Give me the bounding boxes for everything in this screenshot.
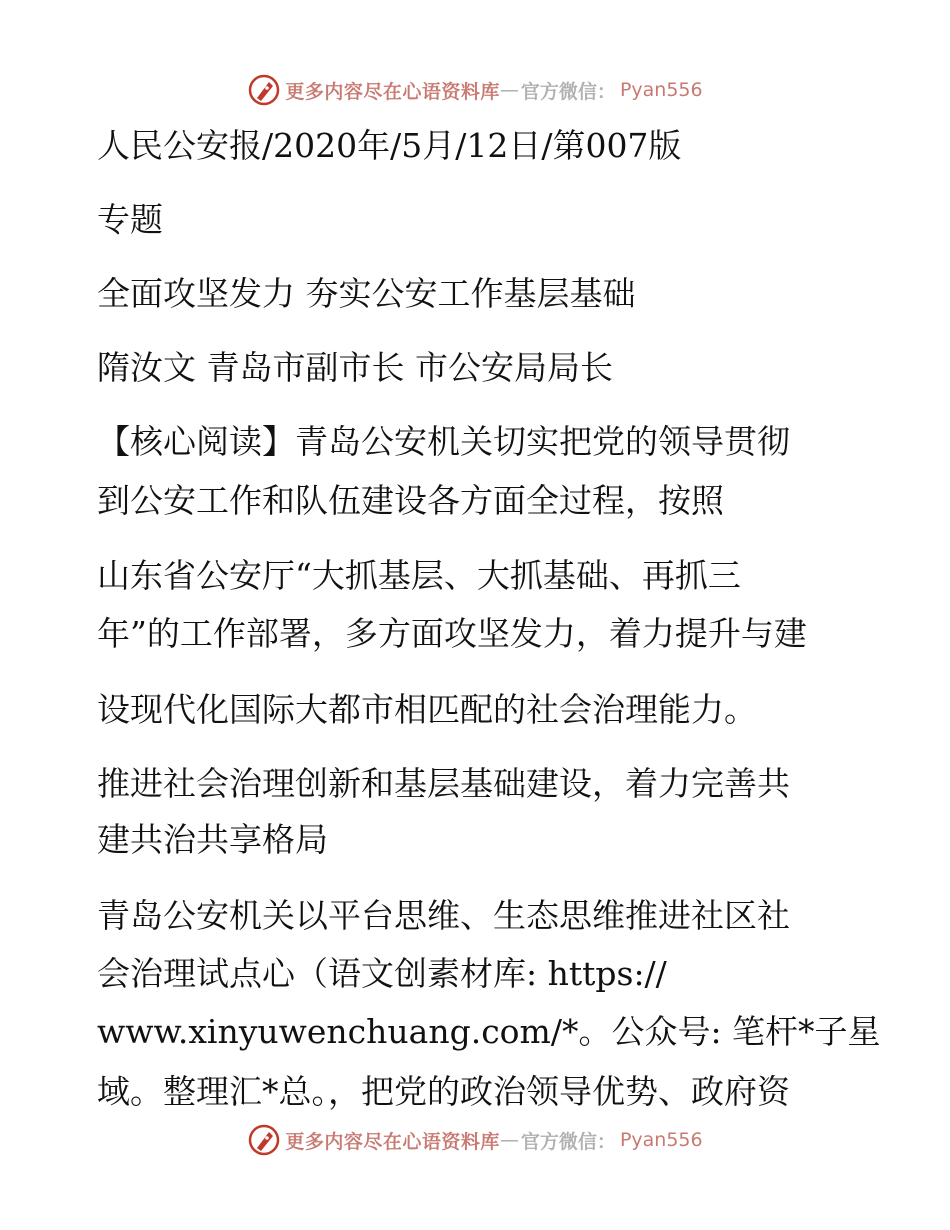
- banner-separator: —: [499, 1129, 519, 1151]
- article-line: 设现代化国际大都市相匹配的社会治理能力。: [97, 690, 757, 729]
- article-line: 人民公安报/2020年/5月/12日/第007版: [97, 126, 682, 165]
- article-line: 会治理试点心（语文创素材库: https://: [97, 954, 667, 993]
- banner-separator: —: [499, 79, 519, 101]
- header-banner: [0, 70, 950, 110]
- article-line: 专题: [97, 200, 163, 239]
- article-line: 青岛公安机关以平台思维、生态思维推进社区社: [97, 896, 790, 935]
- footer-banner: [0, 1120, 950, 1160]
- banner-wechat-label: 官方微信：: [520, 80, 616, 103]
- banner-wechat-id: Pyan556: [619, 79, 703, 101]
- article-line: 推进社会治理创新和基层基础建设，着力完善共: [97, 764, 790, 803]
- pen-nib-logo-icon: [247, 1123, 281, 1157]
- pen-nib-logo-icon: [247, 73, 281, 107]
- banner-text: 更多内容尽在心语资料库: [285, 1130, 500, 1153]
- article-line: 隋汝文 青岛市副市长 市公安局局长: [97, 348, 613, 387]
- article-line: 山东省公安厅“大抓基层、大抓基础、再抓三: [97, 556, 741, 595]
- banner-wechat-label: 官方微信：: [520, 1130, 616, 1153]
- banner-text: 更多内容尽在心语资料库: [285, 80, 500, 103]
- article-line: 年”的工作部署，多方面攻坚发力，着力提升与建: [97, 614, 807, 653]
- article-line: 域。整理汇*总。，把党的政治领导优势、政府资: [97, 1072, 790, 1111]
- article-line: 【核心阅读】青岛公安机关切实把党的领导贯彻: [97, 422, 790, 461]
- article-line: 到公安工作和队伍建设各方面全过程，按照: [97, 481, 724, 520]
- article-line: www.xinyuwenchuang.com/*。公众号: 笔杆*子星: [97, 1012, 881, 1051]
- article-line: 建共治共享格局: [97, 820, 328, 859]
- banner-wechat-id: Pyan556: [619, 1129, 703, 1151]
- article-line: 全面攻坚发力 夯实公安工作基层基础: [97, 274, 636, 313]
